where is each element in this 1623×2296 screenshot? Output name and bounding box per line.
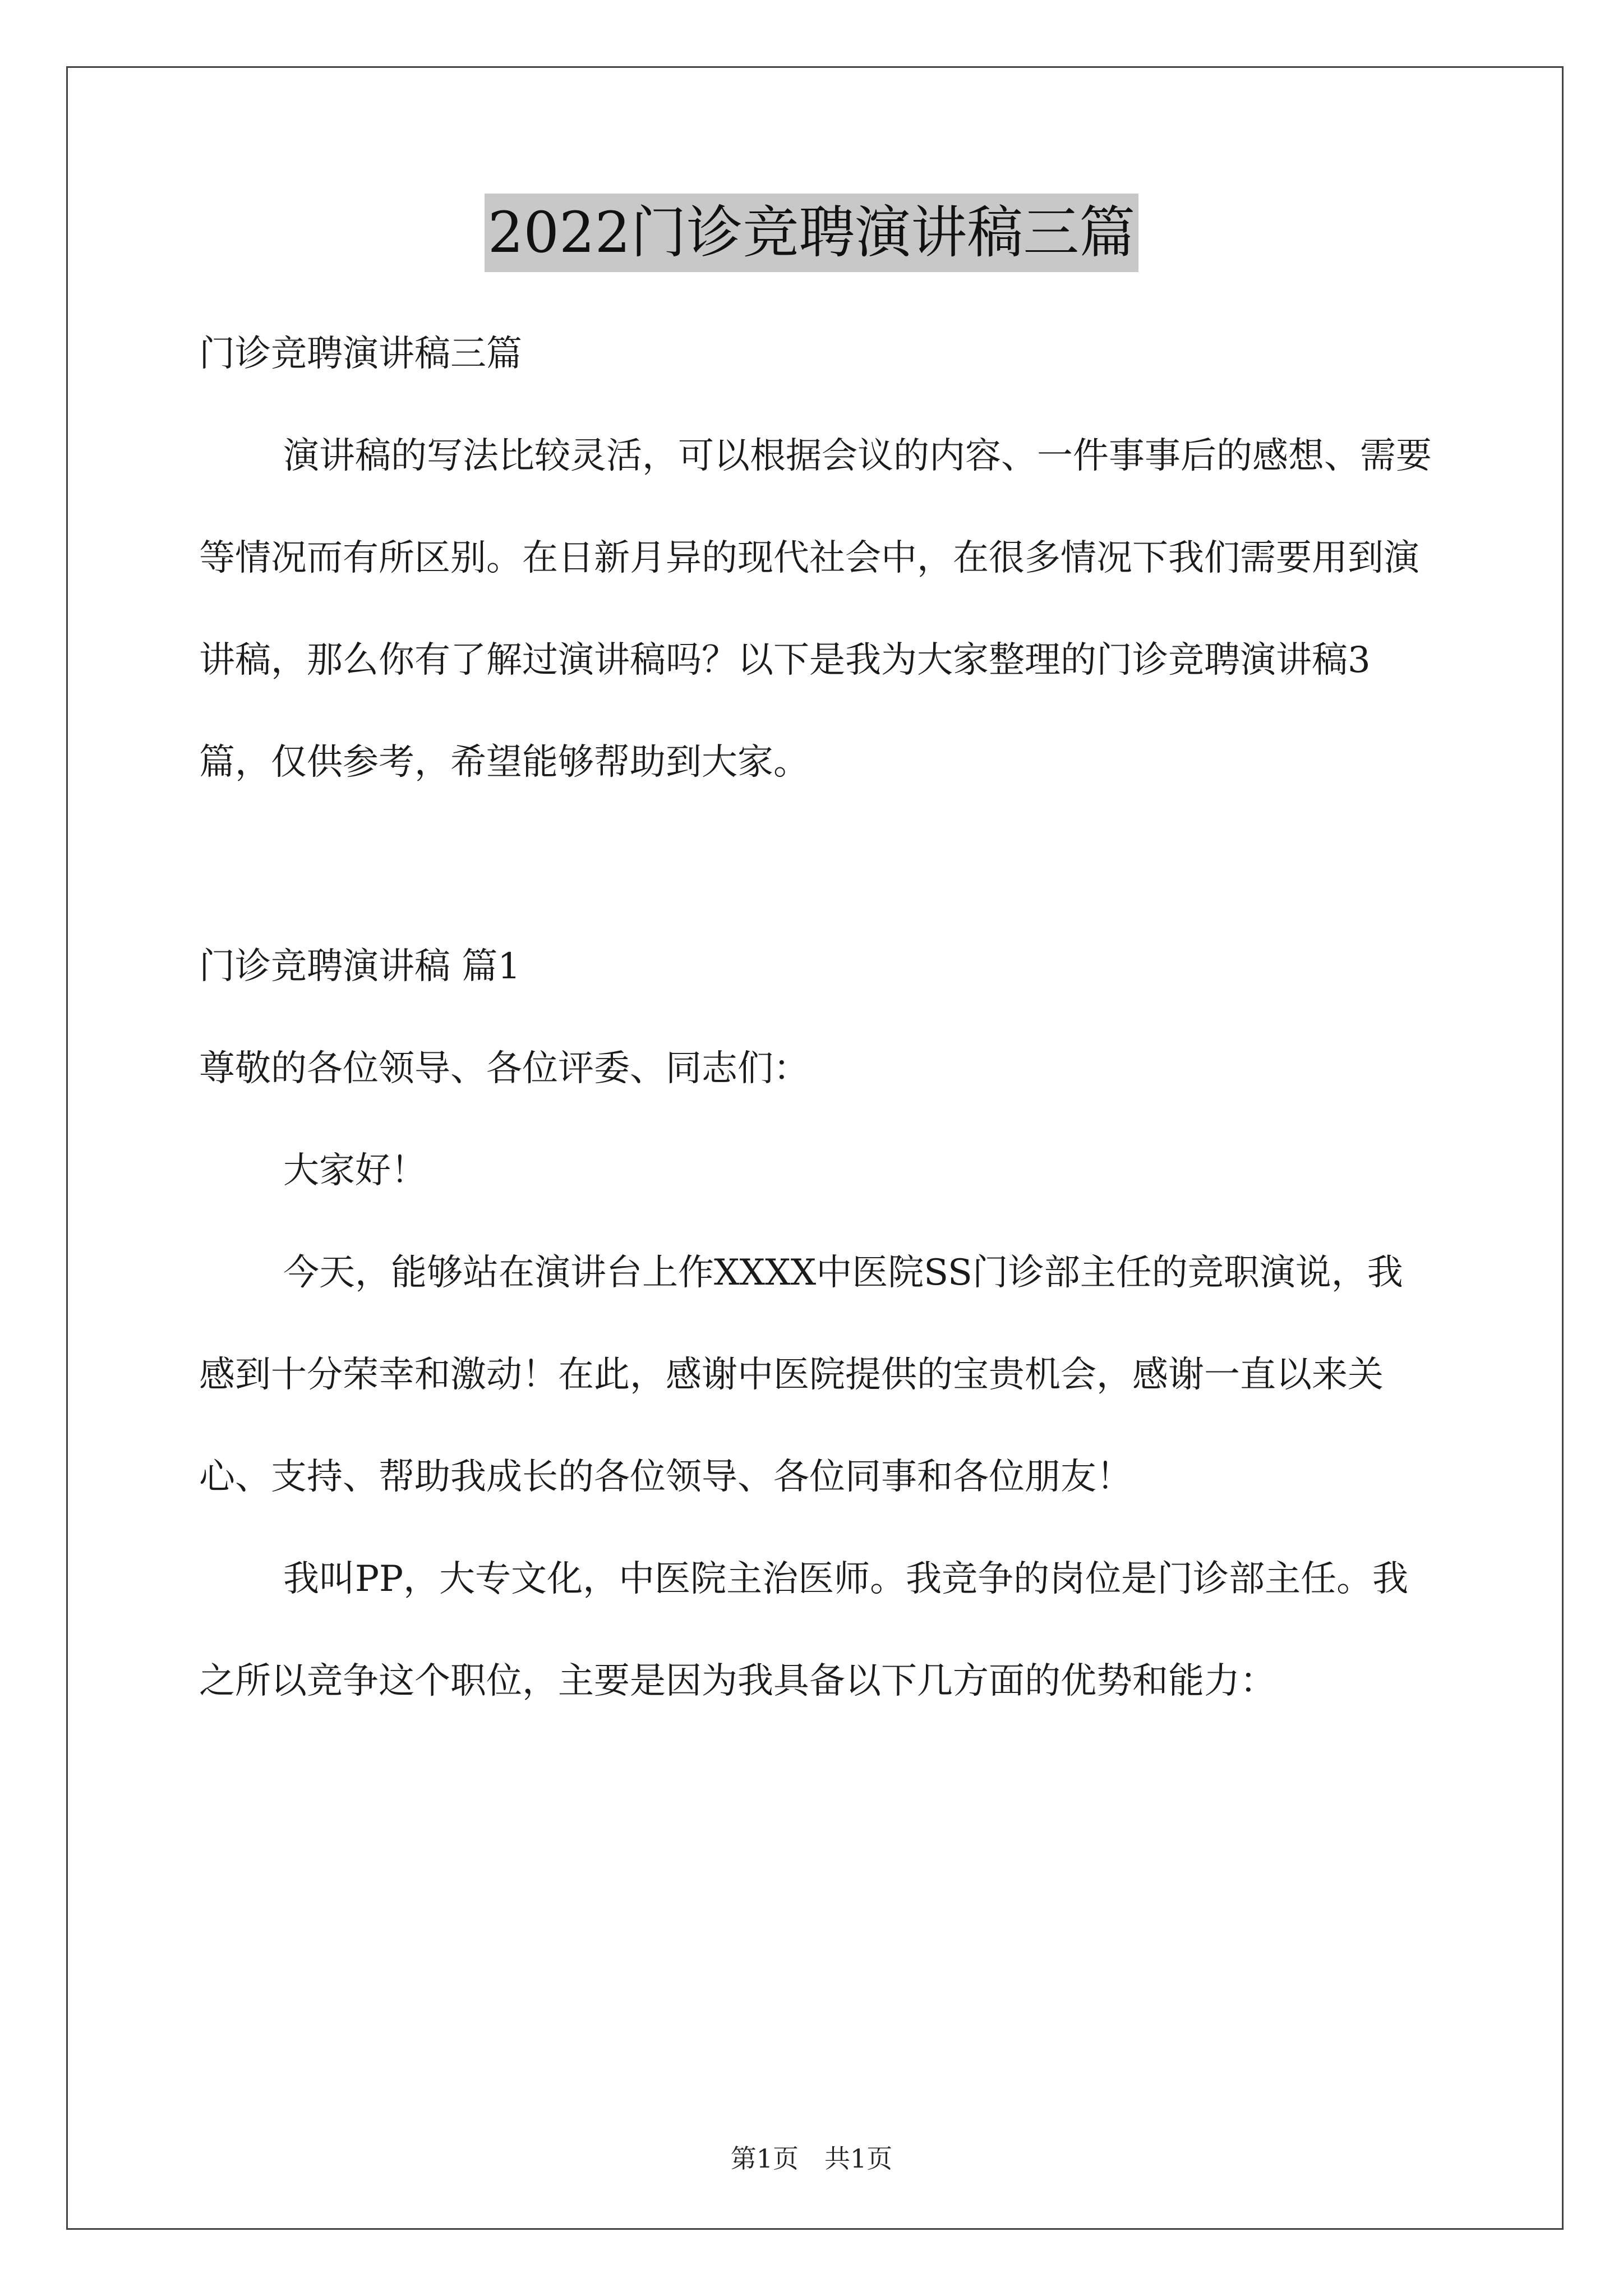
document-body (199, 303, 1433, 1732)
section-heading: 门诊竞聘演讲稿 篇1 (199, 946, 521, 987)
salutation: 尊敬的各位领导、各位评委、同志们： (199, 1048, 809, 1089)
greeting: 大家好！ (283, 1150, 427, 1191)
body-paragraph-1: 今天，能够站在演讲台上作XXXX中医院SS门诊部主任的竞职演说，我感到十分荣幸和激动！在此，感谢中医院提供的宝贵机会，感谢一直以来关心、支持、帮助我成长的各位领导、各位同事和各位朋友！ (199, 1252, 1403, 1498)
page-footer: 第1页 共1页 (730, 2143, 893, 2174)
section-spacer (199, 813, 1433, 915)
title-wrap (0, 194, 1623, 272)
document-title: 2022门诊竞聘演讲稿三篇 (485, 194, 1139, 272)
intro-paragraph: 演讲稿的写法比较灵活，可以根据会议的内容、一件事事后的感想、需要等情况而有所区别。在日新月异的现代社会中，在很多情况下我们需要用到演讲稿，那么你有了解过演讲稿吗？以下是我为大家整理的门诊竞聘演讲稿3篇，仅供参考，希望能够帮助到大家。 (199, 435, 1432, 783)
body-paragraph-2: 我叫PP，大专文化，中医院主治医师。我竞争的岗位是门诊部主任。我之所以竞争这个职位，主要是因为我具备以下几方面的优势和能力： (199, 1558, 1409, 1702)
document-subtitle: 门诊竞聘演讲稿三篇 (199, 333, 522, 375)
